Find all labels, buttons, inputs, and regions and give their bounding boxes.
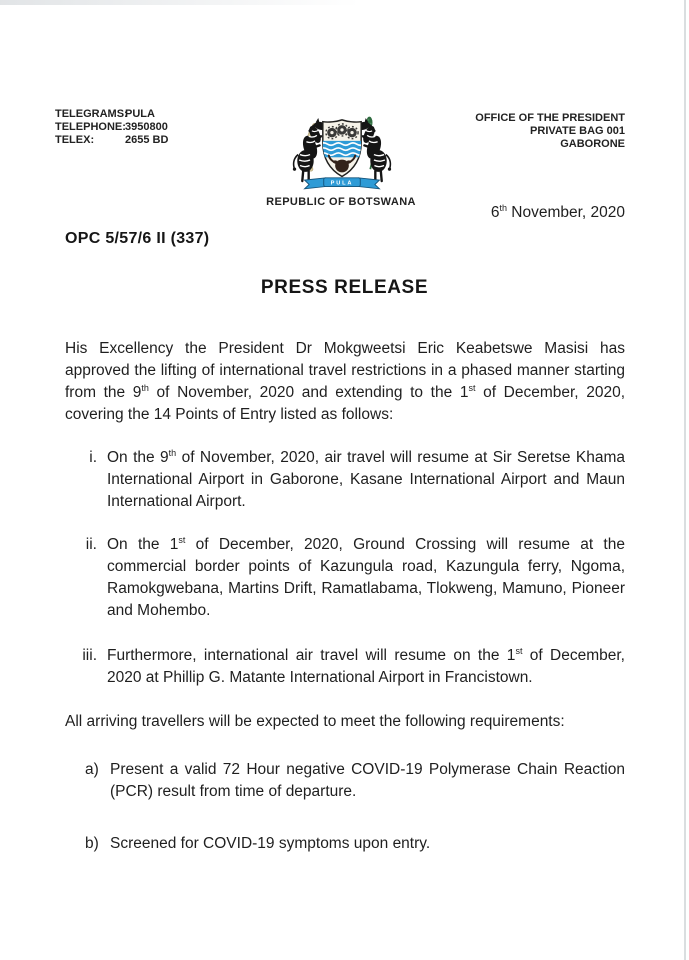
list-item-text: On the 1st of December, 2020, Ground Crossing will resume at the commercial border points of Kazungula road, Kazungula ferry, Ngoma, Ramokgwebana, Martins Drift, Ramatlabama, Tlokweng, Mamuno, Pioneer and Mohembo. <box>107 534 625 619</box>
contact-details <box>55 108 168 147</box>
scan-artifact-right-edge <box>684 0 686 960</box>
contact-value: 2655 BD <box>125 134 169 146</box>
list-item-text: On the 9th of November, 2020, air travel will resume at Sir Seretse Khama International Airport in Gaborone, Kasane International Airport and Maun International Airport. <box>107 447 625 510</box>
list-item-text: Furthermore, international air travel will resume on the 1st of December, 2020 at Phillip G. Matante International Airport in Francistown. <box>107 645 625 686</box>
list-marker: iii. <box>82 647 97 664</box>
list-marker: ii. <box>85 536 97 553</box>
office-address <box>475 112 625 151</box>
contact-label: TELEPHONE: <box>55 121 126 133</box>
office-line: GABORONE <box>560 138 625 150</box>
contact-label: TELEGRAMS: <box>55 108 128 120</box>
office-line: PRIVATE BAG 001 <box>530 125 625 137</box>
reference-number: OPC 5/57/6 II (337) <box>65 230 210 247</box>
list-item-text: Screened for COVID-19 symptoms upon entry. <box>110 835 431 852</box>
contact-label: TELEX: <box>55 134 95 146</box>
contact-value: 3950800 <box>125 121 168 133</box>
office-line: OFFICE OF THE PRESIDENT <box>475 112 625 124</box>
list-marker: i. <box>89 449 97 466</box>
document-body <box>65 338 625 855</box>
list-item-b <box>65 833 625 855</box>
list-marker: b) <box>85 835 99 852</box>
requirements-lead: All arriving travellers will be expected to meet the following requirements: <box>65 713 565 730</box>
list-marker: a) <box>85 761 99 778</box>
list-item-a <box>65 759 625 803</box>
botswana-coat-of-arms <box>278 108 406 192</box>
intro-paragraph: His Excellency the President Dr Mokgweetsi Eric Keabetswe Masisi has approved the lifting of international travel restrictions in a phased manner starting from the 9th of November, 2020 and extending to the 1st of December, 2020, covering the 14 Points of Entry listed as follows: <box>65 340 625 423</box>
document-date: 6th November, 2020 <box>490 202 625 221</box>
zebra-left <box>293 118 326 181</box>
pula-motto: PULA <box>330 180 354 187</box>
scan-artifact-top <box>0 0 360 5</box>
list-item-iii <box>65 645 625 689</box>
page-title: PRESS RELEASE <box>260 277 429 298</box>
list-item-i <box>65 447 625 513</box>
contact-value: PULA <box>125 108 155 120</box>
shield <box>320 120 364 177</box>
contact-row-telex <box>55 134 168 147</box>
contact-row-telegrams <box>55 108 168 121</box>
pula-ribbon <box>305 178 380 189</box>
list-item-text: Present a valid 72 Hour negative COVID-19 Polymerase Chain Reaction (PCR) result from time of departure. <box>110 761 625 800</box>
republic-of-botswana-caption: REPUBLIC OF BOTSWANA <box>266 196 416 208</box>
zebra-right <box>358 118 391 181</box>
contact-row-telephone <box>55 121 168 134</box>
list-item-ii <box>65 534 625 622</box>
